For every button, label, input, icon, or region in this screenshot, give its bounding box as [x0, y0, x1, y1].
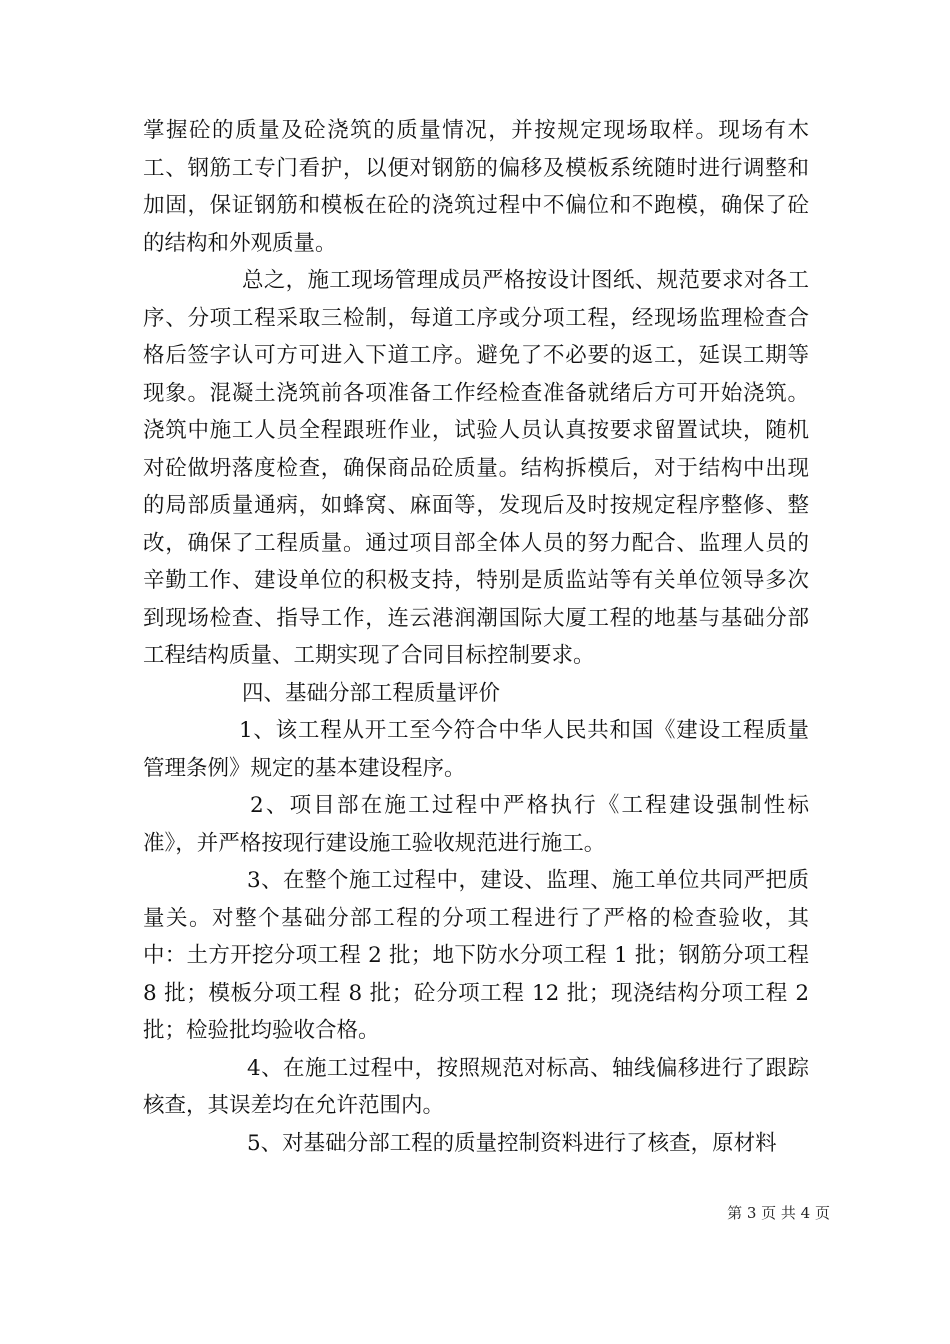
paragraph-concrete-pouring: 掌握砼的质量及砼浇筑的质量情况，并按规定现场取样。现场有木工、钢筋工专门看护，以便对钢筋的偏移及模板系统随时进行调整和加固，保证钢筋和模板在砼的浇筑过程中不偏位和不跑模，确保了砼的结构和外观质量。 [143, 118, 809, 256]
paragraph-item-4: 4、在施工过程中，按照规范对标高、轴线偏移进行了跟踪核查，其误差均在允许范围内。 [143, 1055, 809, 1118]
page-number-footer: 第 3 页 共 4 页 [727, 1204, 830, 1222]
document-body [143, 112, 809, 1162]
section-heading-quality-evaluation: 四、基础分部工程质量评价 [242, 680, 501, 706]
paragraph-item-2: 2、项目部在施工过程中严格执行《工程建设强制性标准》，并严格按现行建设施工验收规范进行施工。 [143, 793, 809, 856]
paragraph-summary: 总之，施工现场管理成员严格按设计图纸、规范要求对各工序、分项工程采取三检制，每道工序或分项工程，经现场监理检查合格后签字认可方可进入下道工序。避免了不必要的返工，延误工期等现象。混凝土浇筑前各项准备工作经检查准备就绪后方可开始浇筑。浇筑中施工人员全程跟班作业，试验人员认真按要求留置试块，随机对砼做坍落度检查，确保商品砼质量。结构拆模后，对于结构中出现的局部质量通病，如蜂窝、麻面等，发现后及时按规定程序整修、整改，确保了工程质量。通过项目部全体人员的努力配合、监理人员的辛勤工作、建设单位的积极支持，特别是质监站等有关单位领导多次到现场检查、指导工作，连云港润潮国际大厦工程的地基与基础分部工程结构质量、工期实现了合同目标控制要求。 [143, 268, 809, 668]
paragraph-item-5: 5、对基础分部工程的质量控制资料进行了核查，原材料 [247, 1130, 777, 1156]
paragraph-item-3: 3、在整个施工过程中，建设、监理、施工单位共同严把质量关。对整个基础分部工程的分项工程进行了严格的检查验收，其中：土方开挖分项工程 2 批；地下防水分项工程 1 批；钢筋分项工程 8 批；模板分项工程 8 批；砼分项工程 12 批；现浇结构分项工程 2 批；检验批均验收合格。 [143, 868, 809, 1043]
paragraph-item-1: 1、该工程从开工至今符合中华人民共和国《建设工程质量管理条例》规定的基本建设程序。 [143, 718, 809, 781]
